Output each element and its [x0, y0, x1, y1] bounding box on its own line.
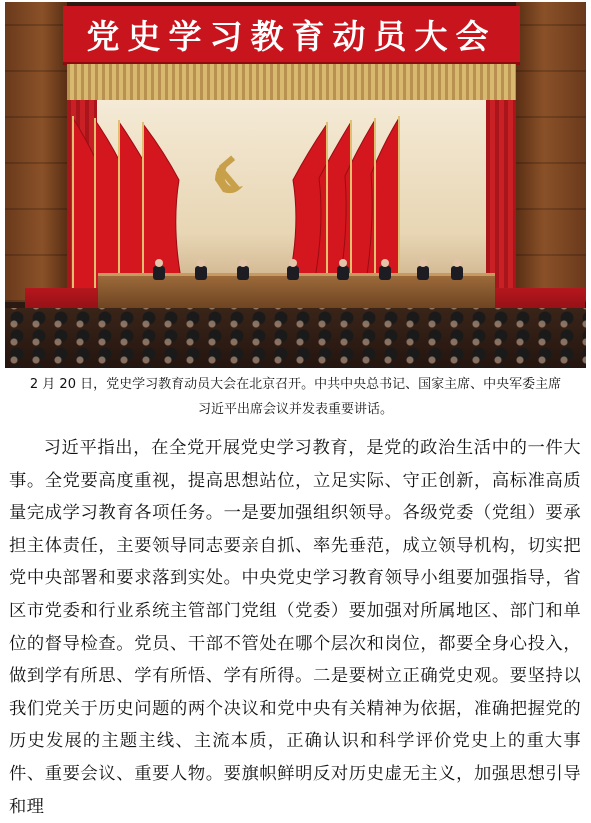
audience-seating — [5, 308, 586, 368]
stage-valance — [67, 64, 516, 100]
hammer-sickle-emblem-icon — [205, 150, 253, 198]
caption-line-2: 习近平出席会议并发表重要讲话。 — [197, 402, 393, 417]
photo-caption — [0, 372, 591, 422]
article-paragraph: 习近平指出，在全党开展党史学习教育，是党的政治生活中的一件大事。全党要高度重视，提高思想站位，立足实际、守正创新，高标准高质量完成学习教育各项任务。一是要加强组织领导。各级党委（党组）要承担主体责任，主要领导同志要亲自抓、率先垂范，成立领导机构，切实把党中央部署和要求落到实处。中央党史学习教育领导小组要加强指导，省区市党委和行业系统主管部门党组（党委）要加强对所属地区、部门和单位的督导检查。党员、干部不管处在哪个层次和岗位，都要全身心投入，做到学有所思、学有所悟、学有所得。二是要树立正确党史观。要坚持以我们党关于历史问题的两个决议和党中央有关精神为依据，准确把握党的历史发展的主题主线、主流本质，正确认识和科学评价党史上的重大事件、重要会议、重要人物。要旗帜鲜明反对历史虚无主义，加强思想引导和理 — [9, 438, 581, 817]
banner-text: 党史学习教育动员大会 — [86, 16, 497, 56]
caption-line-1: 2 月 20 日，党史学习教育动员大会在北京召开。中共中央总书记、国家主席、中央军委主席 — [29, 377, 562, 392]
meeting-banner — [63, 6, 520, 65]
hall-wall-left — [5, 2, 67, 302]
curtain-right — [486, 100, 516, 290]
conference-photo — [5, 2, 586, 368]
hall-wall-right — [516, 2, 586, 302]
rostrum-attendees — [145, 258, 465, 280]
